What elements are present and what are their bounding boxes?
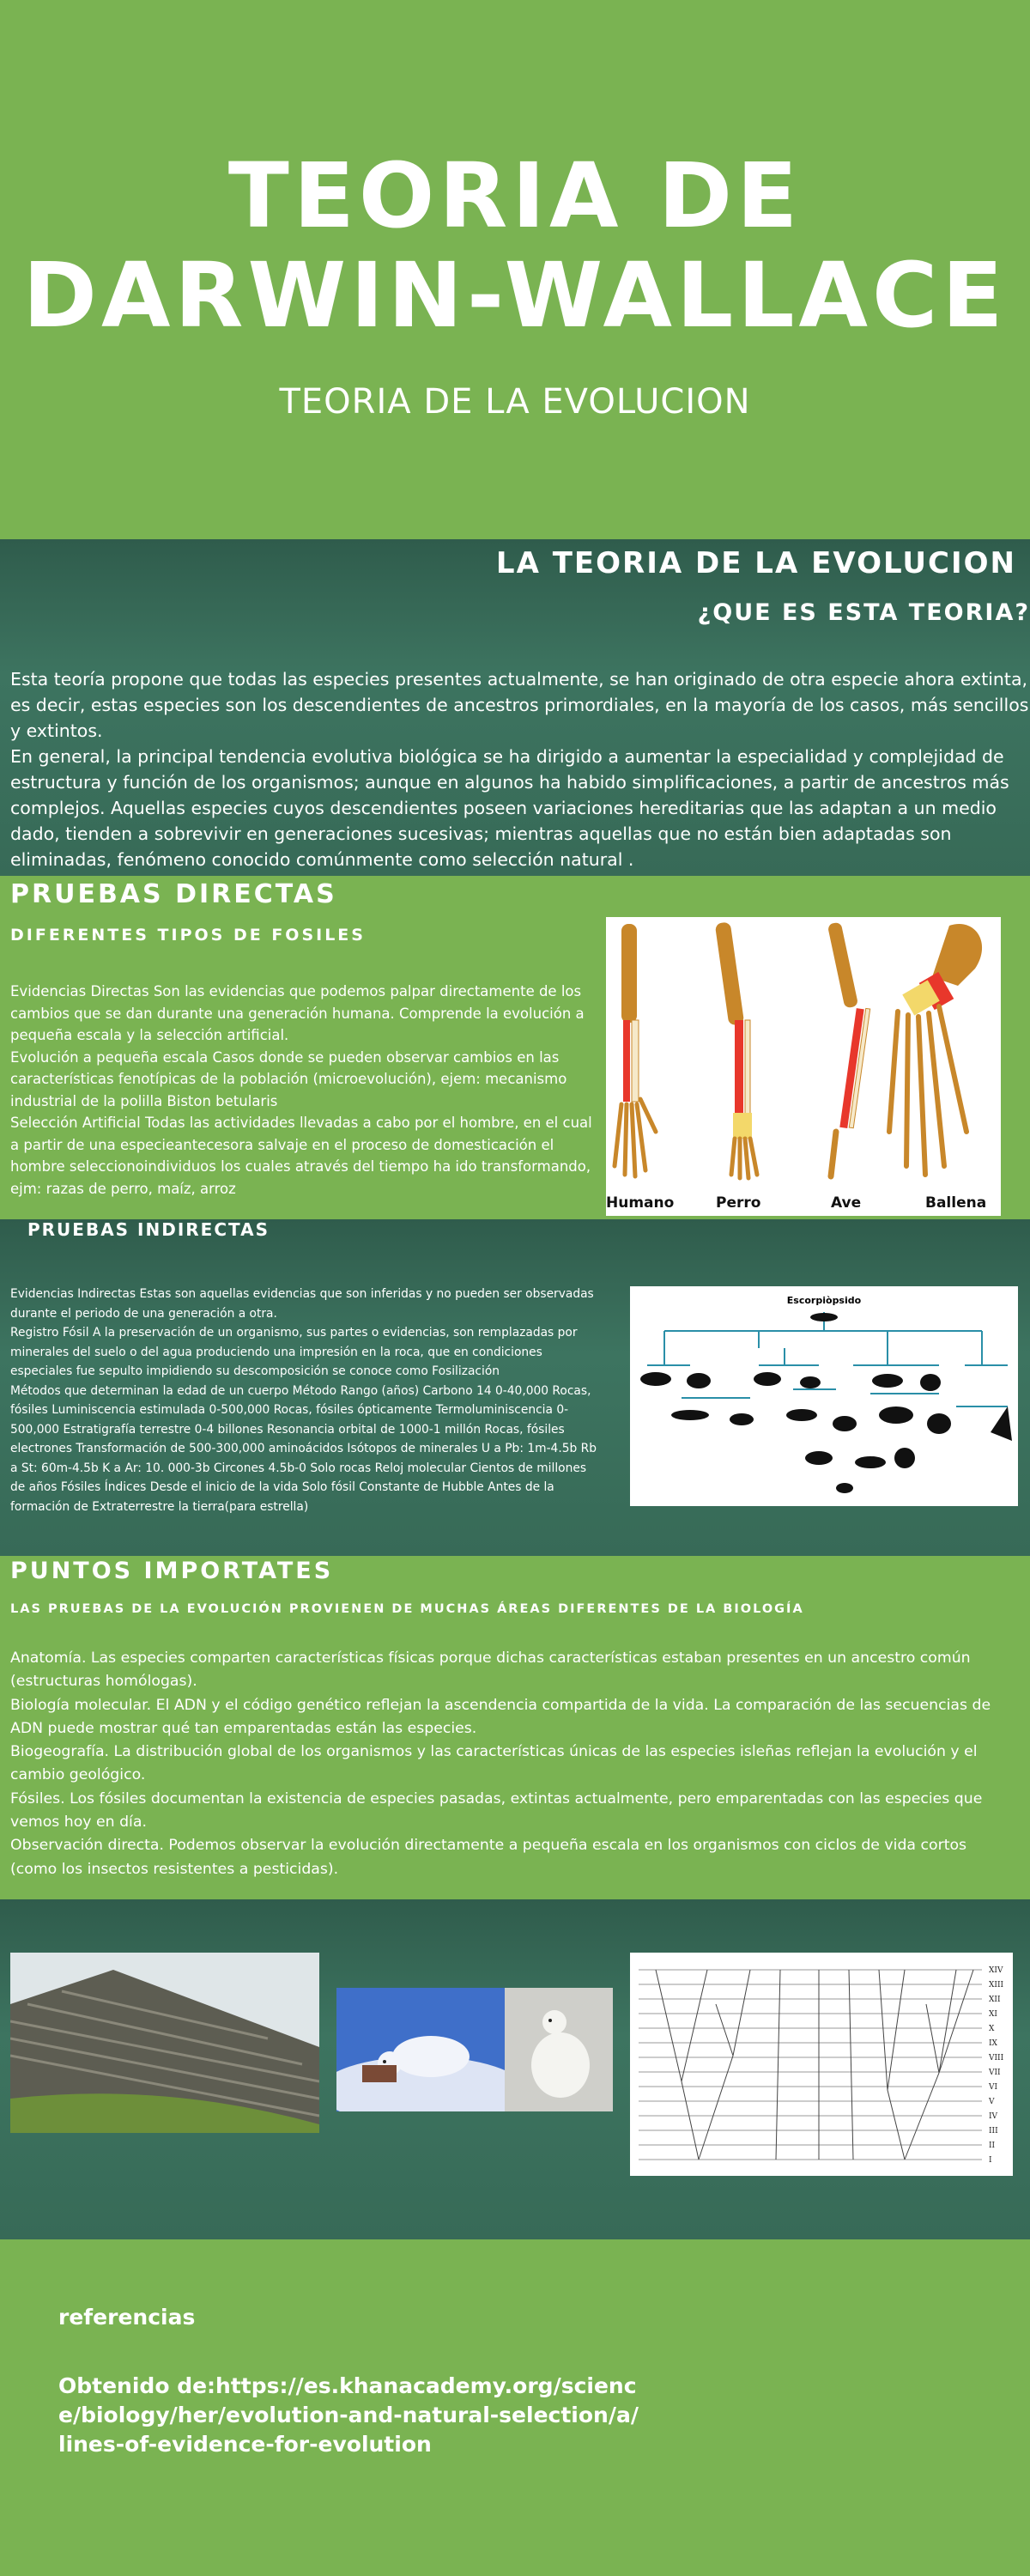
label-humano: Humano <box>606 1194 675 1212</box>
indirect-heading: PRUEBAS INDIRECTAS <box>27 1219 270 1240</box>
theory-body: Esta teoría propone que todas las especies presentes actualmente, se han originado de otra especie ahora extinta, es decir, estas especies son los descendientes de ancestros primordiales, en la mayoría de los casos, más sencillos y extintos. En general, la principal tendencia evolutiva biológica se ha dirigido a aumentar la especialidad y complejidad de estructura y función de los organismos; aunque en algunos ha habido simplificaciones, a partir de ancestros más complejos. Aquellas especies cuyos descendientes poseen variaciones hereditarias que las adaptan a un medio dado, tienden a sobrevivir en generaciones sucesivas; mientras aquellas que no están bien adaptadas son eliminadas, fenómeno conocido comúnmente como selección natural . <box>10 669 1029 870</box>
rock-strata-illustration <box>10 1953 319 2133</box>
numeral-iii: III <box>989 2127 998 2136</box>
numeral-xiv: XIV <box>989 1966 1003 1975</box>
bird-wing-icon <box>827 921 870 1176</box>
label-ballena: Ballena <box>925 1194 987 1212</box>
numeral-xiii: XIII <box>989 1981 1004 1990</box>
ptarmigan-photo <box>505 1988 613 2111</box>
title-line-2: DARWIN-WALLACE <box>22 243 1008 348</box>
arctic-fox-illustration <box>336 1988 505 2111</box>
direct-body: Evidencias Directas Son las evidencias que podemos palpar directamente de los cambios que se dan durante una generación humana. Comprende la evolución a pequeña escala y la selección artificial. Evolución a pequeña escala Casos donde se pueden observar cambios en las características fenotípicas de la población (microevolución), ejem: mecanismo industrial de la polilla Biston betularis Selección Artificial Todas las actividades llevadas a cabo por el hombre, en el cual a partir de una especieantecesora salvaje en el proceso de domesticación el hombre seleccionoindividuos los cuales através del tiempo ha ido transformando, ejm: razas de perro, maíz, arroz <box>10 983 592 1197</box>
gallery-section <box>0 1899 1030 2239</box>
numeral-vii: VII <box>989 2069 1001 2077</box>
references-section <box>0 2239 1030 2576</box>
numeral-v: V <box>989 2098 995 2106</box>
direct-evidence-section <box>0 876 1030 1219</box>
direct-heading: PRUEBAS DIRECTAS <box>10 879 337 909</box>
points-subheading: LAS PRUEBAS DE LA EVOLUCIÓN PROVIENEN DE MUCHAS ÁREAS DIFERENTES DE LA BIOLOGÍA <box>10 1602 804 1616</box>
page-title <box>0 143 1030 348</box>
label-perro: Perro <box>716 1194 761 1212</box>
human-arm-icon <box>615 924 656 1176</box>
tree-title: Escorpiòpsido <box>786 1295 862 1306</box>
references-text: Obtenido de:https://es.khanacademy.org/science/biology/her/evolution-and-natural-selection/a/lines-of-evidence-for-evolution <box>58 2373 639 2457</box>
theory-section <box>0 539 1030 876</box>
animal-silhouettes <box>640 1313 1012 1493</box>
title-line-1: TEORIA DE <box>227 143 803 248</box>
rock-strata-photo <box>10 1953 319 2133</box>
header-banner <box>0 0 1030 539</box>
indirect-body: Evidencias Indirectas Estas son aquellas evidencias que son inferidas y no pueden ser observadas durante el periodo de una generación a otra. Registro Fósil A la preservación de un organismo, sus partes o evidencias, son remplazadas por minerales del suelo o del agua produciendo una impresión en la roca, que en condiciones especiales fue sepulto impidiendo su descomposición se conoce como Fosilización Métodos que determinan la edad de un cuerpo Método Rango (años) Carbono 14 0-40,000 Rocas, fósiles Luminiscencia estimulada 0-500,000 Rocas, fósiles ópticamente Termoluminiscencia 0-500,000 Estratigrafía terrestre 0-4 billones Resonancia orbital de 1000-1 millón Rocas, fósiles electrones Transformación de 500-300,000 aminoácidos Isótopos de minerales U a Pb: 1m-4.5b Rb a St: 60m-4.5b K a Ar: 10. 000-3b Circones 4.5b-0 Solo rocas Reloj molecular Cientos de millones de años Fósiles Índices Desde el inicio de la vida Solo fósil Constante de Hubble Antes de la formación de Extraterrestre la tierra(para estrella) <box>10 1287 597 1514</box>
phylogeny-tree-figure <box>630 1286 1018 1506</box>
dog-leg-icon <box>715 921 757 1178</box>
numeral-xi: XI <box>989 2010 997 2019</box>
limb-bones-illustration <box>606 917 1001 1216</box>
references-heading: referencias <box>58 2305 196 2330</box>
indirect-evidence-section <box>0 1219 1030 1556</box>
darwin-tree-illustration <box>630 1953 1013 2176</box>
numeral-i: I <box>989 2156 992 2165</box>
phylogeny-tree-illustration <box>630 1286 1018 1506</box>
theory-heading: LA TEORIA DE LA EVOLUCION <box>495 546 1016 580</box>
label-ave: Ave <box>831 1194 862 1212</box>
points-body: Anatomía. Las especies comparten características físicas porque dichas características estaban presentes en un ancestro común (estructuras homólogas). Biología molecular. El ADN y el código genético reflejan la ascendencia compartida de la vida. La comparación de las secuencias de ADN puede mostrar qué tan emparentadas están las especies. Biogeografía. La distribución global de los organismos y las características únicas de las especies isleñas reflejan la evolución y el cambio geológico. Fósiles. Los fósiles documentan la existencia de especies pasadas, extintas actualmente, pero emparentadas con las especies que vemos hoy en día. Observación directa. Podemos observar la evolución directamente a pequeña escala en los organismos con ciclos de vida cortos (como los insectos resistentes a pesticidas). <box>10 1649 991 1878</box>
points-heading: PUNTOS IMPORTATES <box>10 1558 334 1584</box>
tree-branches <box>647 1312 1008 1406</box>
whale-flipper-icon <box>889 924 982 1175</box>
numeral-ii: II <box>989 2142 996 2150</box>
direct-subheading: DIFERENTES TIPOS DE FOSILES <box>10 926 366 945</box>
ptarmigan-illustration <box>505 1988 613 2111</box>
numeral-ix: IX <box>989 2039 997 2048</box>
branching-tree-diagram <box>630 1953 1013 2176</box>
numeral-viii: VIII <box>989 2054 1004 2063</box>
numeral-iv: IV <box>989 2112 998 2121</box>
homologous-limbs-figure <box>606 917 1001 1216</box>
arctic-fox-photo <box>336 1988 505 2111</box>
numeral-x: X <box>989 2025 995 2033</box>
numeral-xii: XII <box>989 1996 1001 2004</box>
numeral-vi: VI <box>989 2083 998 2092</box>
important-points-section <box>0 1556 1030 1899</box>
page-subtitle: TEORIA DE LA EVOLUCION <box>279 382 751 422</box>
theory-subheading: ¿QUE ES ESTA TEORIA? <box>697 599 1030 626</box>
